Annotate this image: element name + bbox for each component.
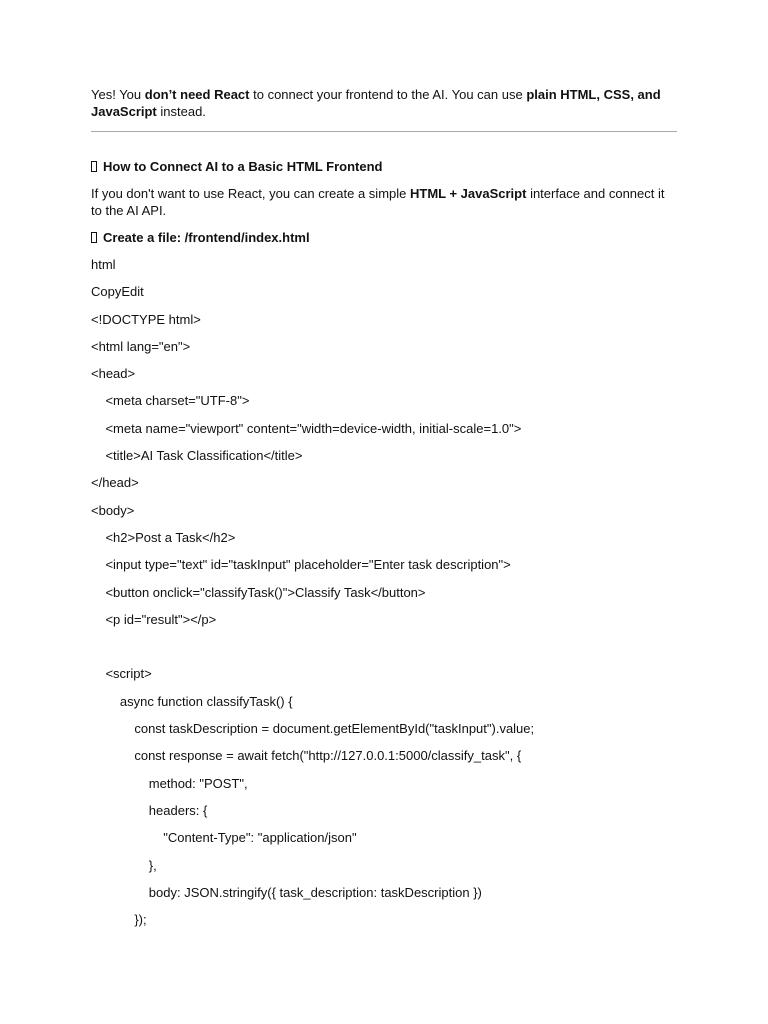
para-text-2: interface and connect it to the AI API. xyxy=(91,186,665,218)
code-line: "Content-Type": "application/json" xyxy=(91,830,357,846)
file-subheading-text: Create a file: /frontend/index.html xyxy=(103,230,310,245)
section-heading xyxy=(91,158,677,175)
code-line: <meta name="viewport" content="width=device-width, initial-scale=1.0"> xyxy=(91,420,522,436)
code-line: <input type="text" id="taskInput" placeholder="Enter task description"> xyxy=(91,557,511,573)
document-page xyxy=(91,86,677,928)
code-line: <title>AI Task Classification</title> xyxy=(91,448,303,464)
horizontal-rule xyxy=(91,131,677,132)
code-line: <button onclick="classifyTask()">Classify Task</button> xyxy=(91,584,426,600)
code-line: }); xyxy=(91,912,147,928)
code-line: <p id="result"></p> xyxy=(91,611,217,627)
para-bold-1: HTML + JavaScript xyxy=(410,186,527,201)
code-line: headers: { xyxy=(91,802,208,818)
code-line: method: "POST", xyxy=(91,775,248,791)
code-line: <meta charset="UTF-8"> xyxy=(91,393,250,409)
code-line: async function classifyTask() { xyxy=(91,693,293,709)
code-line: const taskDescription = document.getElementById("taskInput").value; xyxy=(91,721,535,737)
box-glyph-icon xyxy=(91,161,97,172)
code-line: }, xyxy=(91,857,157,873)
file-subheading xyxy=(91,229,677,246)
code-language-label: html xyxy=(91,257,116,272)
code-line: <head> xyxy=(91,366,136,382)
intro-text-1: Yes! You xyxy=(91,87,145,102)
intro-text-2: to connect your frontend to the AI. You can use xyxy=(249,87,527,102)
code-block xyxy=(91,311,677,929)
box-glyph-icon xyxy=(91,232,97,243)
intro-bold-2: plain HTML, CSS, and JavaScript xyxy=(91,87,661,119)
code-line: <h2>Post a Task</h2> xyxy=(91,529,236,545)
code-line: body: JSON.stringify({ task_description: taskDescription }) xyxy=(91,884,482,900)
intro-text-3: instead. xyxy=(156,104,206,119)
section-paragraph xyxy=(91,185,677,219)
code-line: </head> xyxy=(91,475,139,491)
code-line: <script> xyxy=(91,666,152,682)
intro-paragraph xyxy=(91,86,677,120)
intro-bold-1: don’t need React xyxy=(144,87,250,102)
para-text-1: If you don't want to use React, you can create a simple xyxy=(91,186,410,201)
code-line: <body> xyxy=(91,502,135,518)
copy-edit-label[interactable]: CopyEdit xyxy=(91,284,144,300)
code-line: <html lang="en"> xyxy=(91,338,191,354)
section-heading-text: How to Connect AI to a Basic HTML Frontend xyxy=(103,159,383,174)
code-line: const response = await fetch("http://127.0.0.1:5000/classify_task", { xyxy=(91,748,522,764)
code-line: <!DOCTYPE html> xyxy=(91,311,201,327)
code-line xyxy=(91,638,677,655)
